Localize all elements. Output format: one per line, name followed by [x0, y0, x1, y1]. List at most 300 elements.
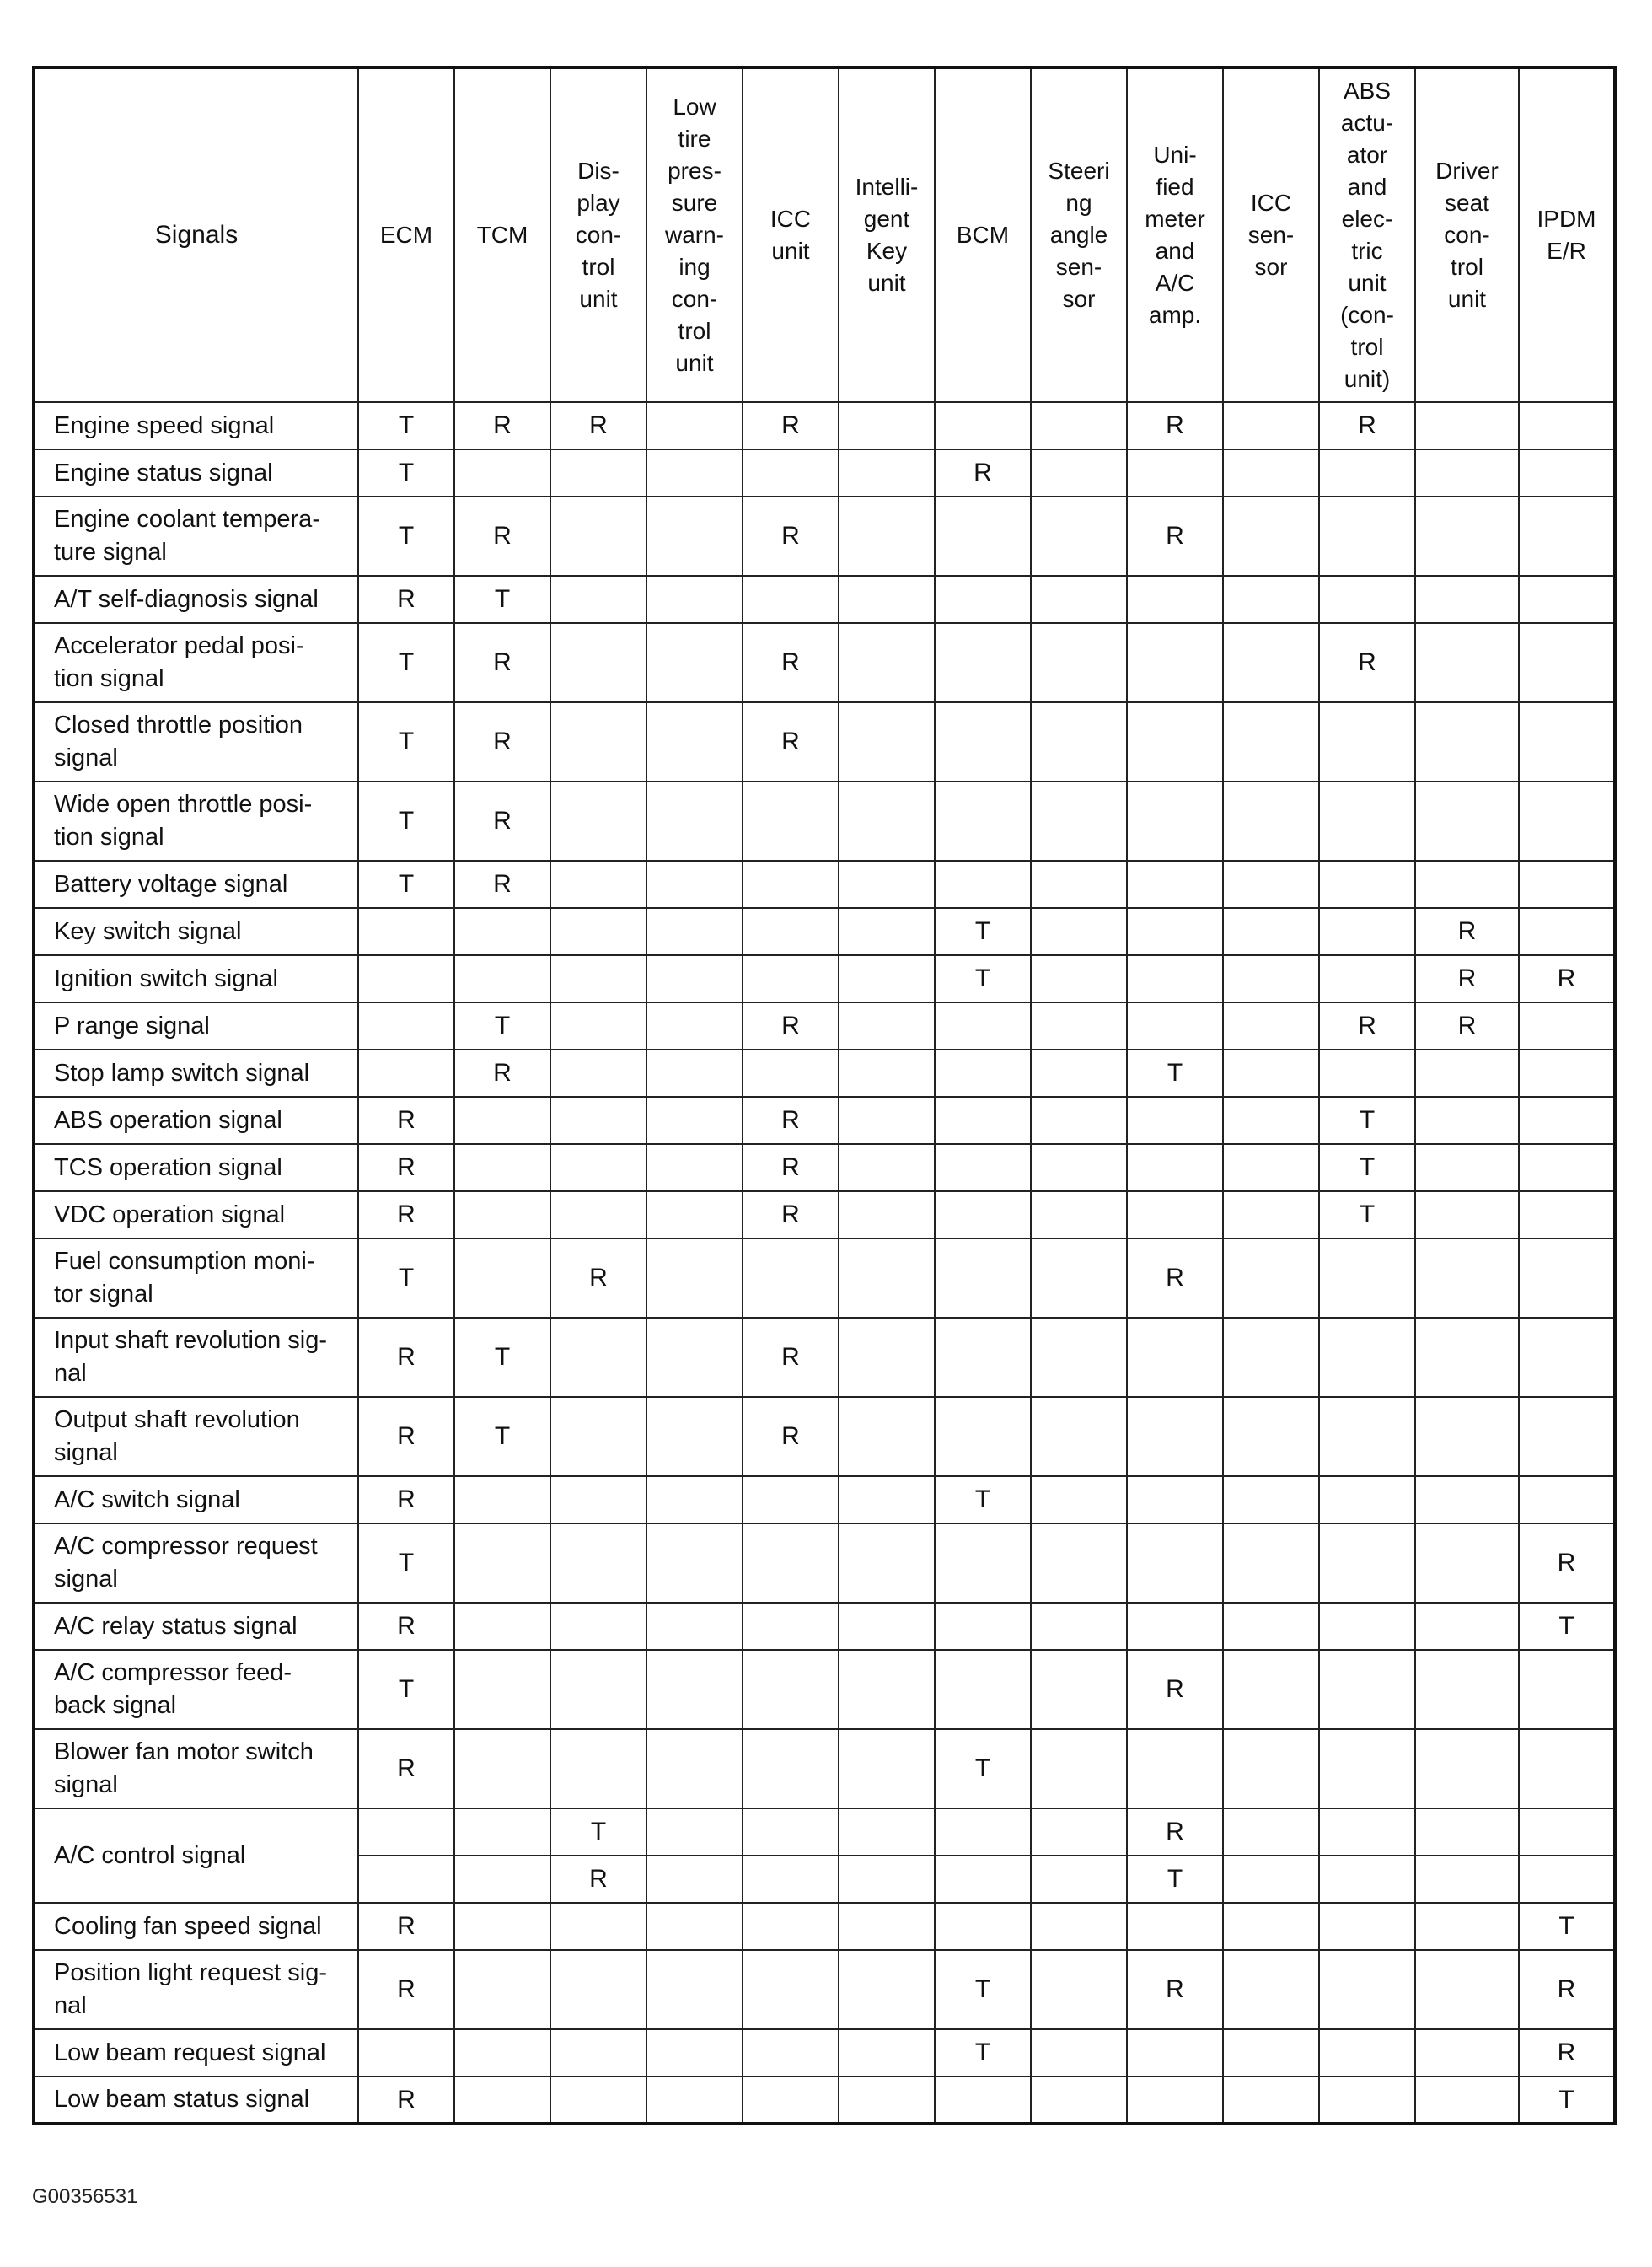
table-cell: R [743, 1144, 839, 1191]
table-cell [1127, 1318, 1223, 1397]
table-row [34, 1808, 1615, 1856]
table-cell [646, 623, 743, 702]
table-cell [454, 1191, 550, 1238]
table-cell [550, 1318, 646, 1397]
table-cell: R [1415, 1002, 1519, 1050]
table-cell [550, 1397, 646, 1476]
table-row [34, 1603, 1615, 1650]
table-cell: R [454, 702, 550, 782]
table-cell [1031, 1950, 1127, 2029]
table-cell [839, 702, 935, 782]
table-cell [646, 1523, 743, 1603]
table-cell [1519, 1808, 1615, 1856]
table-cell: T [1519, 1903, 1615, 1950]
table-row [34, 1097, 1615, 1144]
table-cell: T [550, 1808, 646, 1856]
table-cell [839, 1191, 935, 1238]
table-cell [550, 576, 646, 623]
table-cell [358, 908, 454, 955]
table-cell [454, 1238, 550, 1318]
table-cell [454, 1808, 550, 1856]
column-header: Steeri ng angle sen- sor [1031, 67, 1127, 402]
column-header: IPDM E/R [1519, 67, 1615, 402]
table-cell [935, 1523, 1031, 1603]
table-cell: R [1127, 1238, 1223, 1318]
table-row [34, 576, 1615, 623]
table-cell [646, 1144, 743, 1191]
row-label: Closed throttle position signal [34, 702, 358, 782]
table-cell [839, 782, 935, 861]
table-row [34, 908, 1615, 955]
table-cell [646, 1238, 743, 1318]
table-cell [839, 497, 935, 576]
table-cell [358, 955, 454, 1002]
table-cell [743, 576, 839, 623]
table-cell [743, 908, 839, 955]
table-cell [935, 1144, 1031, 1191]
table-cell [935, 576, 1031, 623]
table-cell [1319, 908, 1415, 955]
row-label: Engine status signal [34, 449, 358, 497]
table-cell [1223, 1002, 1319, 1050]
table-cell: R [1519, 1950, 1615, 2029]
table-cell [358, 1002, 454, 1050]
table-cell [1223, 1856, 1319, 1903]
table-cell [1127, 908, 1223, 955]
table-cell [454, 1650, 550, 1729]
row-label: P range signal [34, 1002, 358, 1050]
table-cell: R [743, 402, 839, 449]
table-cell [743, 1050, 839, 1097]
table-cell [550, 1903, 646, 1950]
table-cell [1319, 1238, 1415, 1318]
table-cell [1031, 1318, 1127, 1397]
table-cell [550, 1950, 646, 2029]
table-cell [1519, 861, 1615, 908]
table-row [34, 623, 1615, 702]
table-cell [550, 497, 646, 576]
table-cell: R [1415, 955, 1519, 1002]
table-cell [358, 2029, 454, 2076]
table-cell [550, 1603, 646, 1650]
table-cell [358, 1050, 454, 1097]
table-cell [646, 782, 743, 861]
table-cell [1031, 1144, 1127, 1191]
row-label: TCS operation signal [34, 1144, 358, 1191]
table-cell [1127, 1191, 1223, 1238]
table-cell [1519, 1191, 1615, 1238]
table-cell [550, 1097, 646, 1144]
table-cell: T [935, 1950, 1031, 2029]
table-cell: R [358, 1191, 454, 1238]
table-cell: R [743, 623, 839, 702]
table-cell [839, 2076, 935, 2124]
table-cell: T [358, 402, 454, 449]
table-cell: T [935, 908, 1031, 955]
table-header [34, 67, 1615, 402]
table-row [34, 1650, 1615, 1729]
table-row [34, 782, 1615, 861]
table-cell [839, 1729, 935, 1808]
table-cell: R [1127, 1950, 1223, 2029]
table-cell: R [1519, 2029, 1615, 2076]
table-cell: T [1319, 1191, 1415, 1238]
table-cell [646, 1808, 743, 1856]
table-cell [1319, 2076, 1415, 2124]
table-cell [454, 908, 550, 955]
table-cell: R [1319, 1002, 1415, 1050]
table-cell [1031, 1523, 1127, 1603]
table-cell: R [550, 402, 646, 449]
column-header: Intelli- gent Key unit [839, 67, 935, 402]
table-cell [1031, 1050, 1127, 1097]
table-cell [1415, 1950, 1519, 2029]
table-cell [1415, 1903, 1519, 1950]
column-header: ICC sen- sor [1223, 67, 1319, 402]
table-cell: R [358, 1397, 454, 1476]
table-cell [1519, 623, 1615, 702]
table-cell [1127, 1097, 1223, 1144]
table-cell [1031, 1238, 1127, 1318]
table-cell [743, 1650, 839, 1729]
table-cell [454, 1903, 550, 1950]
table-cell [1319, 1397, 1415, 1476]
table-cell [358, 1856, 454, 1903]
table-row [34, 1523, 1615, 1603]
table-cell [1415, 1729, 1519, 1808]
table-cell [1415, 1144, 1519, 1191]
table-cell [839, 1650, 935, 1729]
column-header: ABS actu- ator and elec- tric unit (con- trol unit) [1319, 67, 1415, 402]
table-cell: T [358, 497, 454, 576]
table-cell [1127, 623, 1223, 702]
table-cell [1127, 782, 1223, 861]
table-cell [1319, 1650, 1415, 1729]
table-cell [646, 955, 743, 1002]
table-cell [1031, 497, 1127, 576]
table-cell [1519, 402, 1615, 449]
table-cell [1415, 1523, 1519, 1603]
column-header-signals: Signals [34, 67, 358, 402]
table-cell [743, 1729, 839, 1808]
table-cell [1031, 1002, 1127, 1050]
table-cell [935, 702, 1031, 782]
table-cell [646, 1050, 743, 1097]
table-cell [550, 955, 646, 1002]
table-cell: T [358, 861, 454, 908]
table-cell [1415, 1397, 1519, 1476]
table-cell [1519, 1097, 1615, 1144]
header-row [34, 67, 1615, 402]
table-cell [1519, 576, 1615, 623]
row-label: Wide open throttle posi- tion signal [34, 782, 358, 861]
table-cell [1031, 2029, 1127, 2076]
table-cell: R [358, 2076, 454, 2124]
table-cell [1415, 1808, 1519, 1856]
table-cell [1415, 782, 1519, 861]
table-cell [935, 1097, 1031, 1144]
table-cell [454, 1144, 550, 1191]
table-cell [1415, 449, 1519, 497]
table-cell [550, 1050, 646, 1097]
table-row [34, 702, 1615, 782]
table-cell: T [358, 1650, 454, 1729]
table-cell: R [743, 1318, 839, 1397]
table-cell [1031, 1856, 1127, 1903]
table-cell [839, 623, 935, 702]
table-cell [839, 449, 935, 497]
table-cell: R [1127, 497, 1223, 576]
table-cell [1127, 1903, 1223, 1950]
table-cell: R [454, 782, 550, 861]
table-cell [1223, 702, 1319, 782]
table-cell: T [358, 782, 454, 861]
table-cell [1223, 497, 1319, 576]
table-cell [1223, 1191, 1319, 1238]
table-cell [1127, 1729, 1223, 1808]
table-cell [1031, 1191, 1127, 1238]
table-row [34, 1318, 1615, 1397]
table-cell [1319, 497, 1415, 576]
table-cell [550, 1002, 646, 1050]
table-cell: R [454, 623, 550, 702]
table-cell [646, 1191, 743, 1238]
table-cell [1127, 2029, 1223, 2076]
table-cell: R [454, 1050, 550, 1097]
table-cell [935, 1002, 1031, 1050]
table-cell [1415, 576, 1519, 623]
table-cell: R [1127, 1808, 1223, 1856]
table-cell [743, 1950, 839, 2029]
table-row [34, 1238, 1615, 1318]
table-cell [646, 702, 743, 782]
table-cell: T [1319, 1144, 1415, 1191]
table-cell [1319, 2029, 1415, 2076]
table-cell [454, 2029, 550, 2076]
table-cell: T [935, 2029, 1031, 2076]
column-header: Dis- play con- trol unit [550, 67, 646, 402]
row-label: VDC operation signal [34, 1191, 358, 1238]
table-cell [1031, 1097, 1127, 1144]
table-cell [1127, 1144, 1223, 1191]
table-cell [1031, 861, 1127, 908]
table-cell [1127, 449, 1223, 497]
table-cell [743, 2029, 839, 2076]
table-cell: R [1319, 402, 1415, 449]
table-cell [646, 1903, 743, 1950]
table-cell [839, 1097, 935, 1144]
table-cell [646, 908, 743, 955]
table-cell [743, 1808, 839, 1856]
table-cell [1223, 1476, 1319, 1523]
table-cell [1127, 576, 1223, 623]
row-label: Input shaft revolution sig- nal [34, 1318, 358, 1397]
table-cell [743, 1603, 839, 1650]
table-cell: R [935, 449, 1031, 497]
table-cell [1127, 955, 1223, 1002]
table-cell [550, 449, 646, 497]
table-cell: R [358, 1476, 454, 1523]
table-cell [646, 497, 743, 576]
table-row [34, 2029, 1615, 2076]
table-cell: T [358, 1238, 454, 1318]
table-cell: T [454, 1002, 550, 1050]
table-cell [1031, 908, 1127, 955]
row-label: Blower fan motor switch signal [34, 1729, 358, 1808]
table-cell [935, 497, 1031, 576]
table-cell [839, 1903, 935, 1950]
column-header: Low tire pres- sure warn- ing con- trol unit [646, 67, 743, 402]
table-cell: R [1319, 623, 1415, 702]
table-cell [1223, 861, 1319, 908]
table-cell: R [358, 1950, 454, 2029]
table-cell [1319, 1729, 1415, 1808]
table-cell [743, 2076, 839, 2124]
table-cell [1031, 782, 1127, 861]
table-cell [839, 1950, 935, 2029]
table-cell [358, 1808, 454, 1856]
table-cell: T [935, 1729, 1031, 1808]
table-cell [1223, 1318, 1319, 1397]
signal-table [32, 66, 1617, 2125]
table-cell: R [454, 402, 550, 449]
table-cell: T [1127, 1050, 1223, 1097]
table-cell [1319, 1523, 1415, 1603]
row-label: ABS operation signal [34, 1097, 358, 1144]
table-row [34, 1476, 1615, 1523]
table-cell: R [1127, 402, 1223, 449]
table-row [34, 1397, 1615, 1476]
table-cell: T [935, 955, 1031, 1002]
row-label: Fuel consumption moni- tor signal [34, 1238, 358, 1318]
table-cell [550, 2029, 646, 2076]
table-cell [1031, 1729, 1127, 1808]
table-cell: R [358, 1318, 454, 1397]
table-cell: R [454, 861, 550, 908]
table-cell [839, 1318, 935, 1397]
table-cell [743, 1903, 839, 1950]
table-cell [646, 1603, 743, 1650]
table-cell [935, 1603, 1031, 1650]
table-cell [1415, 1097, 1519, 1144]
table-row [34, 1950, 1615, 2029]
table-cell [1127, 1476, 1223, 1523]
table-cell [839, 1397, 935, 1476]
table-cell: T [358, 702, 454, 782]
table-cell: R [743, 702, 839, 782]
table-cell [839, 1856, 935, 1903]
table-cell [1223, 955, 1319, 1002]
table-cell [646, 449, 743, 497]
table-cell [1223, 908, 1319, 955]
table-cell [839, 1002, 935, 1050]
table-cell [839, 402, 935, 449]
table-cell [646, 1397, 743, 1476]
table-cell [935, 402, 1031, 449]
table-cell [1319, 576, 1415, 623]
table-cell [1415, 1238, 1519, 1318]
table-cell [646, 1650, 743, 1729]
table-row [34, 1050, 1615, 1097]
table-cell [1415, 623, 1519, 702]
column-header: TCM [454, 67, 550, 402]
table-cell [646, 1729, 743, 1808]
table-cell [1031, 702, 1127, 782]
table-cell [454, 449, 550, 497]
row-label: Engine coolant tempera- ture signal [34, 497, 358, 576]
table-cell [454, 1523, 550, 1603]
table-cell [935, 1856, 1031, 1903]
table-cell: T [1319, 1097, 1415, 1144]
table-cell [839, 1144, 935, 1191]
table-cell [1519, 1856, 1615, 1903]
table-cell [935, 861, 1031, 908]
row-label: Cooling fan speed signal [34, 1903, 358, 1950]
table-cell [1519, 1002, 1615, 1050]
table-cell [1223, 1144, 1319, 1191]
table-cell: R [454, 497, 550, 576]
table-cell: R [358, 1603, 454, 1650]
table-cell [1127, 861, 1223, 908]
table-cell [839, 1476, 935, 1523]
table-cell [1223, 449, 1319, 497]
table-cell: R [358, 1097, 454, 1144]
table-cell [1415, 1603, 1519, 1650]
table-cell [935, 1650, 1031, 1729]
table-cell [935, 623, 1031, 702]
table-cell [454, 1476, 550, 1523]
table-cell [550, 1650, 646, 1729]
table-cell: R [743, 1097, 839, 1144]
row-label: A/C control signal [34, 1808, 358, 1903]
table-cell [1519, 1318, 1615, 1397]
table-cell [1223, 402, 1319, 449]
table-cell [550, 702, 646, 782]
column-header: Driver seat con- trol unit [1415, 67, 1519, 402]
row-label: Engine speed signal [34, 402, 358, 449]
table-cell [1223, 1950, 1319, 2029]
row-label: A/C compressor request signal [34, 1523, 358, 1603]
signal-table-sheet [32, 66, 1615, 2160]
table-cell [1031, 2076, 1127, 2124]
table-cell [646, 1318, 743, 1397]
table-cell [646, 2076, 743, 2124]
row-label: Low beam request signal [34, 2029, 358, 2076]
table-cell [1415, 497, 1519, 576]
table-cell: R [743, 497, 839, 576]
table-cell [1319, 1950, 1415, 2029]
table-cell [1223, 782, 1319, 861]
table-cell: R [358, 1903, 454, 1950]
table-cell [1223, 1050, 1319, 1097]
row-label: A/C relay status signal [34, 1603, 358, 1650]
table-cell [550, 1729, 646, 1808]
table-body [34, 402, 1615, 2124]
row-label: Battery voltage signal [34, 861, 358, 908]
table-row [34, 2076, 1615, 2124]
row-label: Accelerator pedal posi- tion signal [34, 623, 358, 702]
table-cell [1519, 449, 1615, 497]
table-cell [1031, 402, 1127, 449]
column-header: ICC unit [743, 67, 839, 402]
column-header: BCM [935, 67, 1031, 402]
table-cell [1519, 1650, 1615, 1729]
table-cell [839, 1238, 935, 1318]
table-cell [1127, 1002, 1223, 1050]
table-cell [1415, 1050, 1519, 1097]
table-cell [1031, 623, 1127, 702]
table-cell [935, 1808, 1031, 1856]
